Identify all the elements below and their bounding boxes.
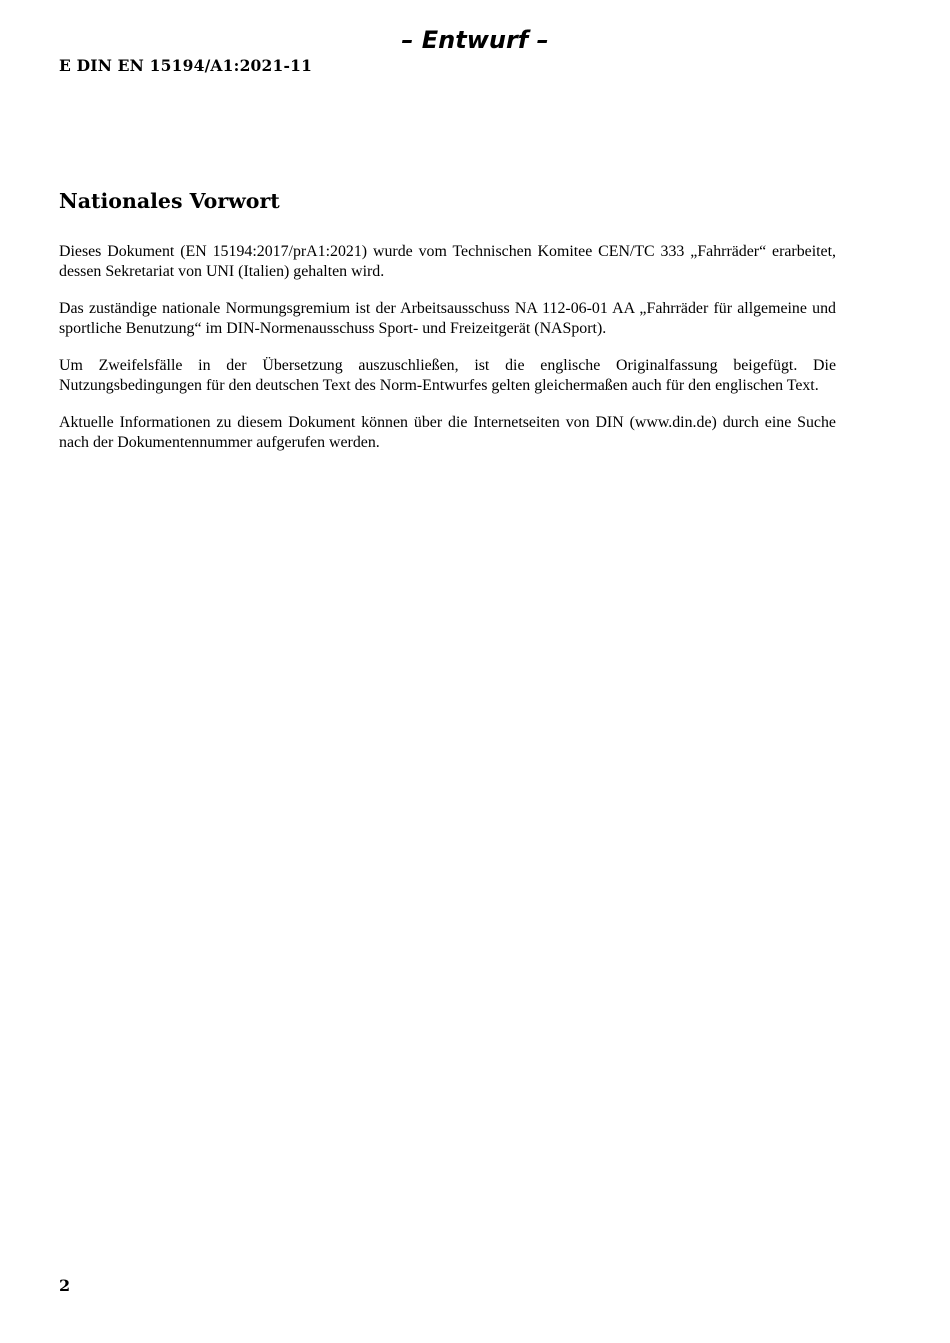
paragraph-information: Aktuelle Informationen zu diesem Dokument können über die Internetseiten von DIN (www.din.de) durch eine Suche nach der Dokumentennummer aufgerufen werden.	[59, 414, 836, 451]
paragraph-translation: Um Zweifelsfälle in der Übersetzung auszuschließen, ist die englische Originalfassung beigefügt. Die Nutzungsbedingungen für den deutschen Text des Norm-Entwurfes gelten gleichermaßen auch für den englischen Text.	[59, 357, 836, 394]
draft-watermark-title: – Entwurf –	[401, 26, 549, 54]
paragraph-national-body: Das zuständige nationale Normungsgremium ist der Arbeitsausschuss NA 112-06-01 AA „Fahrräder für allgemeine und sportliche Benutzung“ im DIN-Normenausschuss Sport- und Freizeitgerät (NASport).	[59, 300, 836, 337]
page-number: 2	[59, 1276, 71, 1295]
national-foreword-section	[59, 186, 836, 470]
paragraph-committee: Dieses Dokument (EN 15194:2017/prA1:2021) wurde vom Technischen Komitee CEN/TC 333 „Fahrräder“ erarbeitet, dessen Sekretariat von UNI (Italien) gehalten wird.	[59, 243, 836, 280]
document-identifier: E DIN EN 15194/A1:2021-11	[59, 56, 313, 75]
section-heading: Nationales Vorwort	[59, 189, 280, 213]
